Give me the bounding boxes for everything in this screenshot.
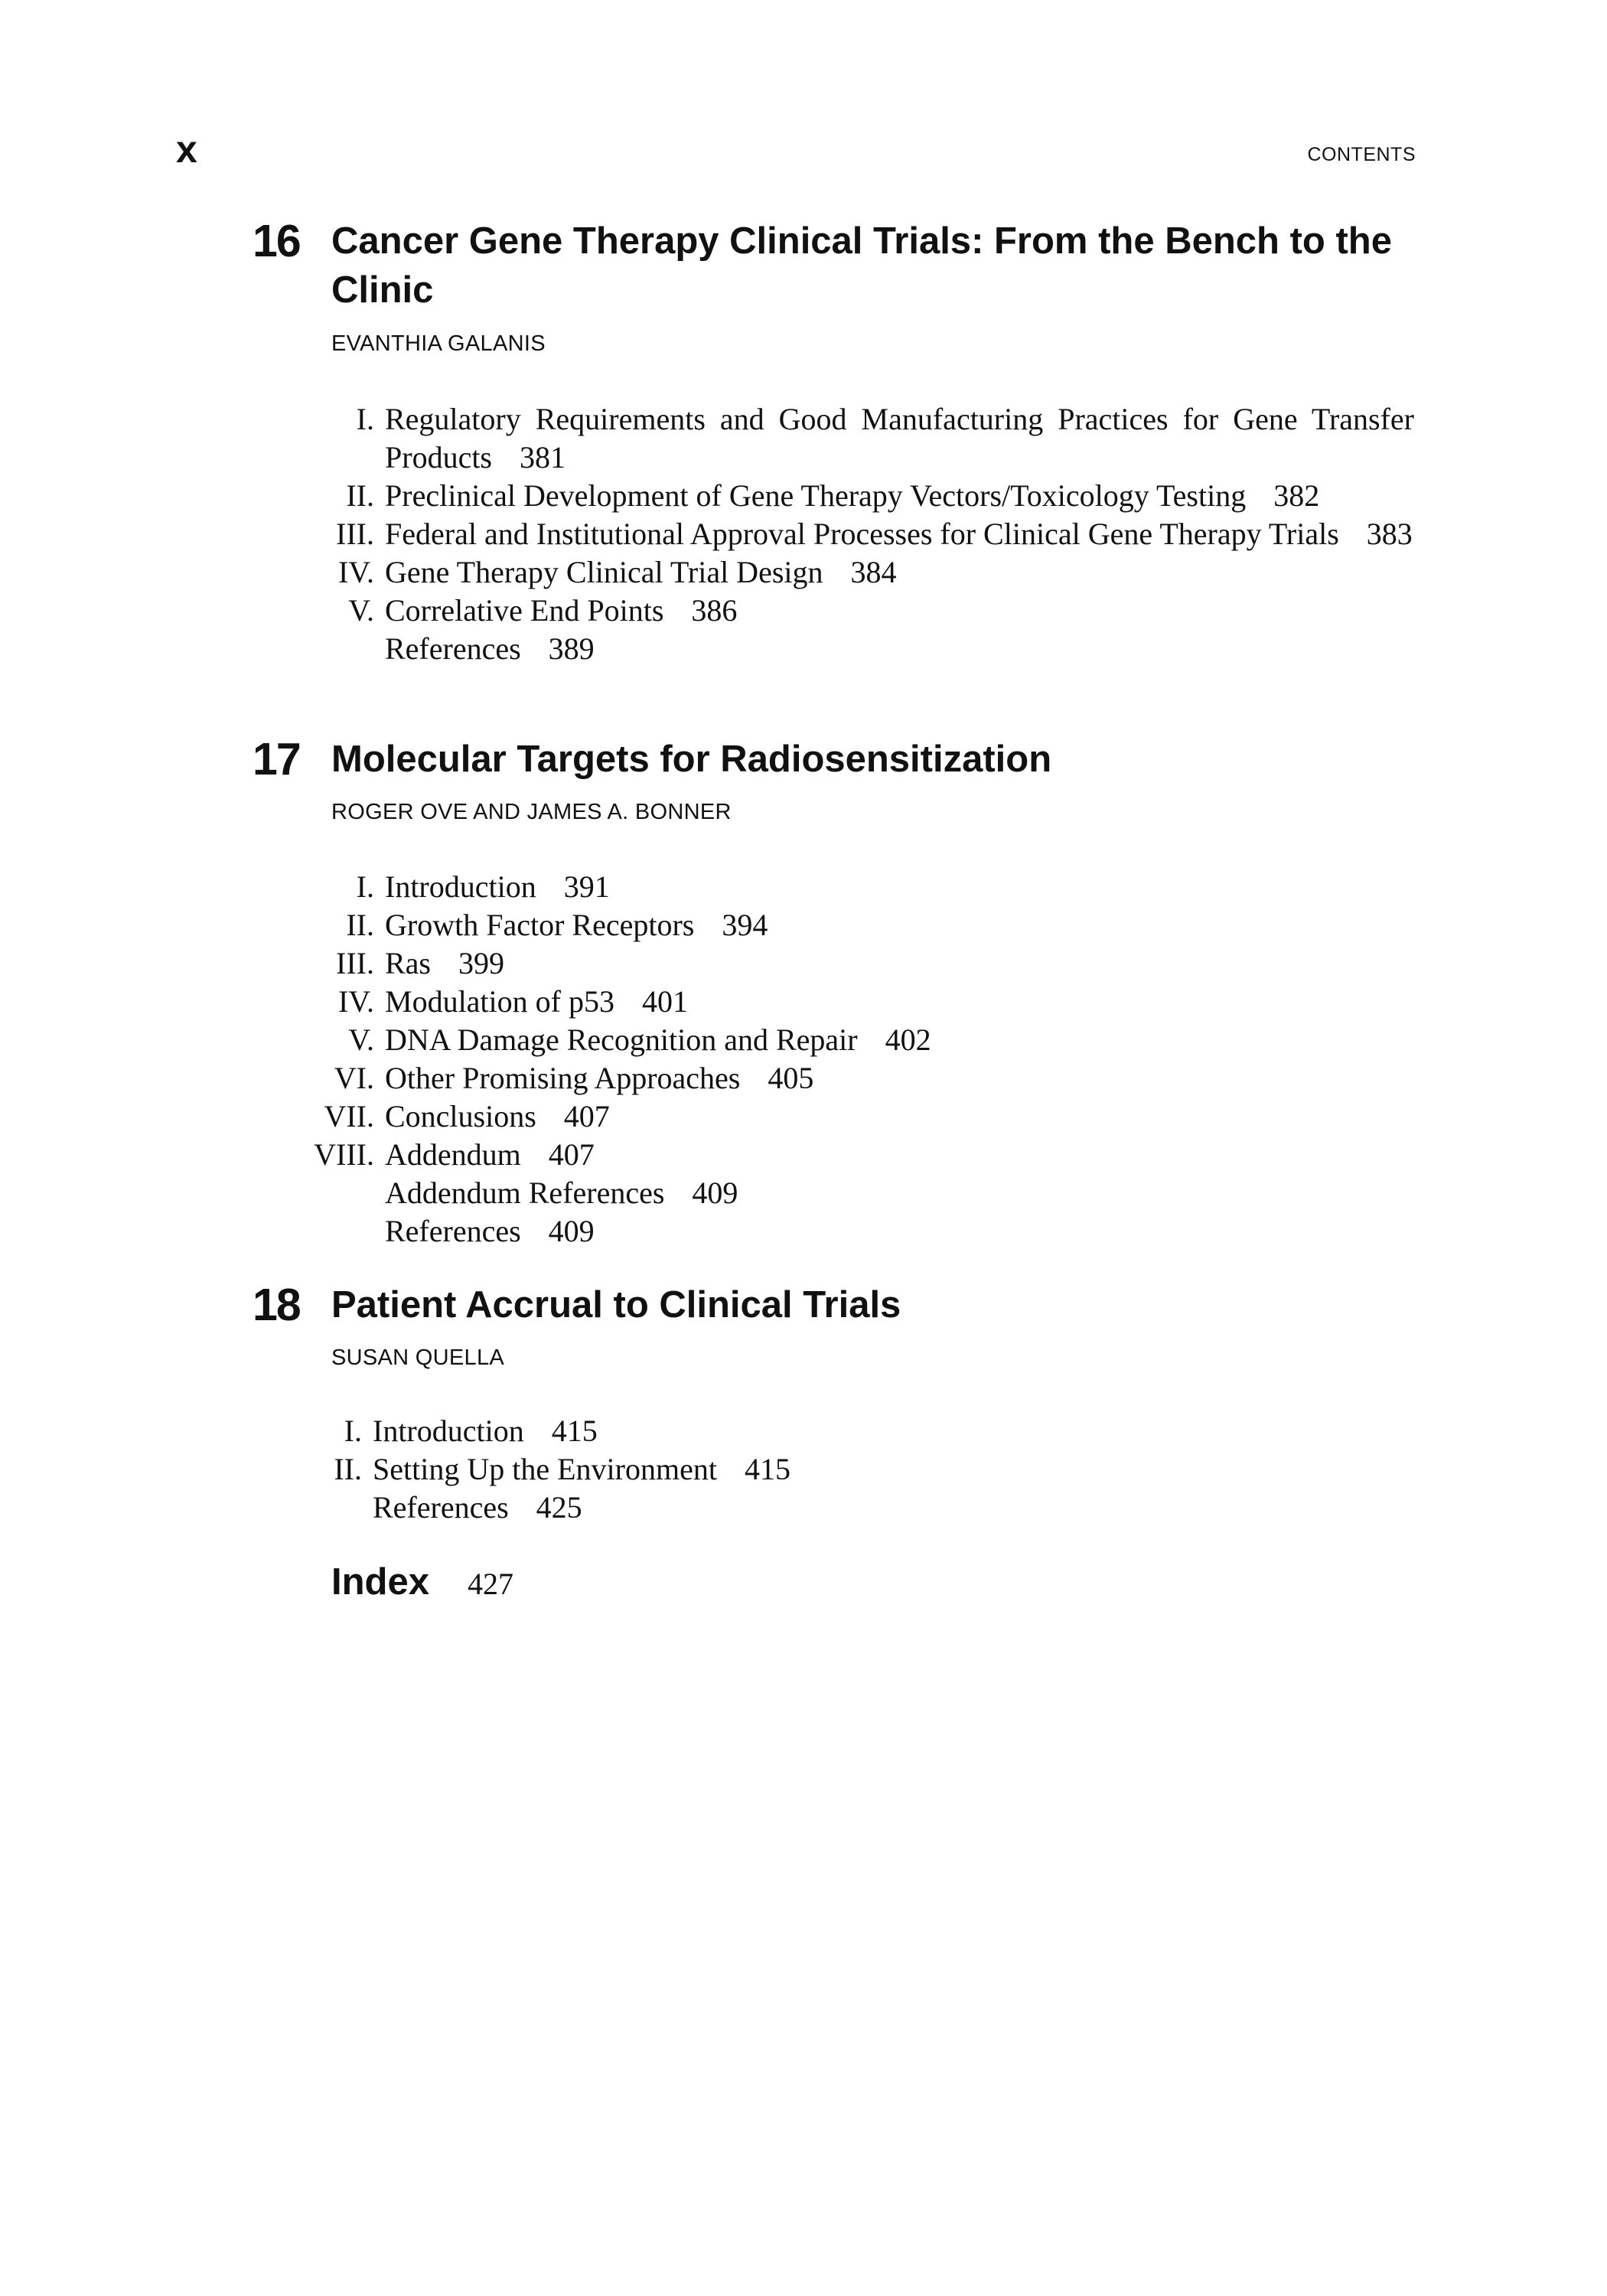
- toc-entry: [385, 630, 1414, 668]
- toc-entry: [334, 1450, 1413, 1489]
- section-title: References: [385, 631, 521, 666]
- section-list: [336, 400, 1414, 668]
- toc-entry: [356, 400, 1414, 477]
- section-title: Preclinical Development of Gene Therapy Vectors/Toxicology Testing: [385, 478, 1247, 513]
- section-numeral: I.: [356, 869, 374, 904]
- section-page: 415: [744, 1452, 790, 1486]
- section-numeral: II.: [346, 478, 374, 513]
- chapter-title: Molecular Targets for Radiosensitization: [331, 739, 1052, 780]
- section-numeral: IV.: [337, 555, 374, 589]
- chapter-author: SUSAN QUELLA: [331, 1345, 505, 1370]
- section-numeral: II.: [334, 1452, 362, 1486]
- section-title: Federal and Institutional Approval Processes for Clinical Gene Therapy Trials: [385, 517, 1339, 551]
- section-title: References: [373, 1490, 509, 1525]
- section-list: [334, 1412, 1413, 1527]
- chapter-author: ROGER OVE AND JAMES A. BONNER: [331, 800, 732, 824]
- section-title: Conclusions: [385, 1099, 536, 1133]
- section-title: Modulation of p53: [385, 984, 614, 1019]
- chapter-number: 17: [253, 734, 300, 784]
- section-title: Addendum References: [385, 1176, 665, 1210]
- toc-entry: [356, 868, 1414, 906]
- toc-entry: [348, 1021, 1414, 1059]
- index-page: 427: [467, 1567, 513, 1601]
- section-title: Regulatory Requirements and Good Manufacturing Practices for Gene Transfer Products: [385, 402, 1414, 475]
- toc-entry: [336, 515, 1414, 553]
- toc-entry: [346, 477, 1414, 515]
- toc-entry: [334, 1059, 1414, 1097]
- section-page: 405: [768, 1061, 814, 1095]
- toc-entry: [314, 1136, 1414, 1174]
- section-numeral: I.: [356, 402, 374, 436]
- section-page: 382: [1273, 478, 1320, 513]
- section-page: 401: [641, 984, 688, 1019]
- section-page: 425: [536, 1490, 582, 1525]
- section-numeral: III.: [336, 946, 374, 980]
- section-title: Addendum: [385, 1137, 521, 1172]
- section-title: Correlative End Points: [385, 593, 664, 628]
- chapter-title: Patient Accrual to Clinical Trials: [331, 1284, 901, 1326]
- section-title: Ras: [385, 946, 431, 980]
- section-numeral: VII.: [324, 1099, 374, 1133]
- section-page: 409: [692, 1176, 738, 1210]
- toc-entry: [337, 983, 1414, 1021]
- section-title: Introduction: [373, 1414, 524, 1448]
- section-page: 402: [885, 1022, 931, 1057]
- chapter-number: 16: [253, 216, 300, 266]
- toc-entry: [346, 906, 1414, 944]
- section-page: 407: [548, 1137, 595, 1172]
- chapter-title: Cancer Gene Therapy Clinical Trials: From the Bench to the Clinic: [331, 220, 1392, 311]
- toc-entry: [344, 1412, 1413, 1450]
- chapter-author: EVANTHIA GALANIS: [331, 331, 546, 356]
- section-list: [314, 868, 1414, 1251]
- section-page: 407: [563, 1099, 610, 1133]
- section-title: DNA Damage Recognition and Repair: [385, 1022, 858, 1057]
- section-title: References: [385, 1214, 521, 1248]
- section-title: Setting Up the Environment: [373, 1452, 717, 1486]
- toc-entry: [348, 592, 1414, 630]
- section-title: Other Promising Approaches: [385, 1061, 741, 1095]
- index-entry: [331, 1557, 513, 1606]
- section-page: 409: [548, 1214, 595, 1248]
- section-page: 399: [458, 946, 504, 980]
- section-page: 384: [850, 555, 897, 589]
- section-page: 386: [691, 593, 738, 628]
- toc-entry: [385, 1212, 1414, 1251]
- section-page: 383: [1366, 517, 1413, 551]
- section-title: Introduction: [385, 869, 536, 904]
- running-head: CONTENTS: [1307, 144, 1416, 165]
- section-title: Gene Therapy Clinical Trial Design: [385, 555, 823, 589]
- section-numeral: V.: [348, 1022, 374, 1057]
- toc-entry: [373, 1489, 1413, 1527]
- section-numeral: V.: [348, 593, 374, 628]
- section-page: 391: [563, 869, 610, 904]
- section-numeral: II.: [346, 908, 374, 942]
- section-numeral: VIII.: [314, 1137, 374, 1172]
- chapter-number: 18: [253, 1280, 300, 1330]
- section-page: 394: [722, 908, 768, 942]
- toc-entry: [337, 553, 1414, 592]
- section-numeral: IV.: [337, 984, 374, 1019]
- section-title: Growth Factor Receptors: [385, 908, 695, 942]
- page-folio: x: [176, 128, 197, 171]
- toc-entry: [324, 1097, 1414, 1136]
- section-numeral: VI.: [334, 1061, 374, 1095]
- section-numeral: I.: [344, 1414, 362, 1448]
- index-title: Index: [331, 1561, 429, 1603]
- section-page: 389: [548, 631, 595, 666]
- section-page: 381: [520, 440, 566, 475]
- section-page: 415: [551, 1414, 598, 1448]
- toc-entry: [336, 944, 1414, 983]
- section-numeral: III.: [336, 517, 374, 551]
- toc-entry: [385, 1174, 1414, 1212]
